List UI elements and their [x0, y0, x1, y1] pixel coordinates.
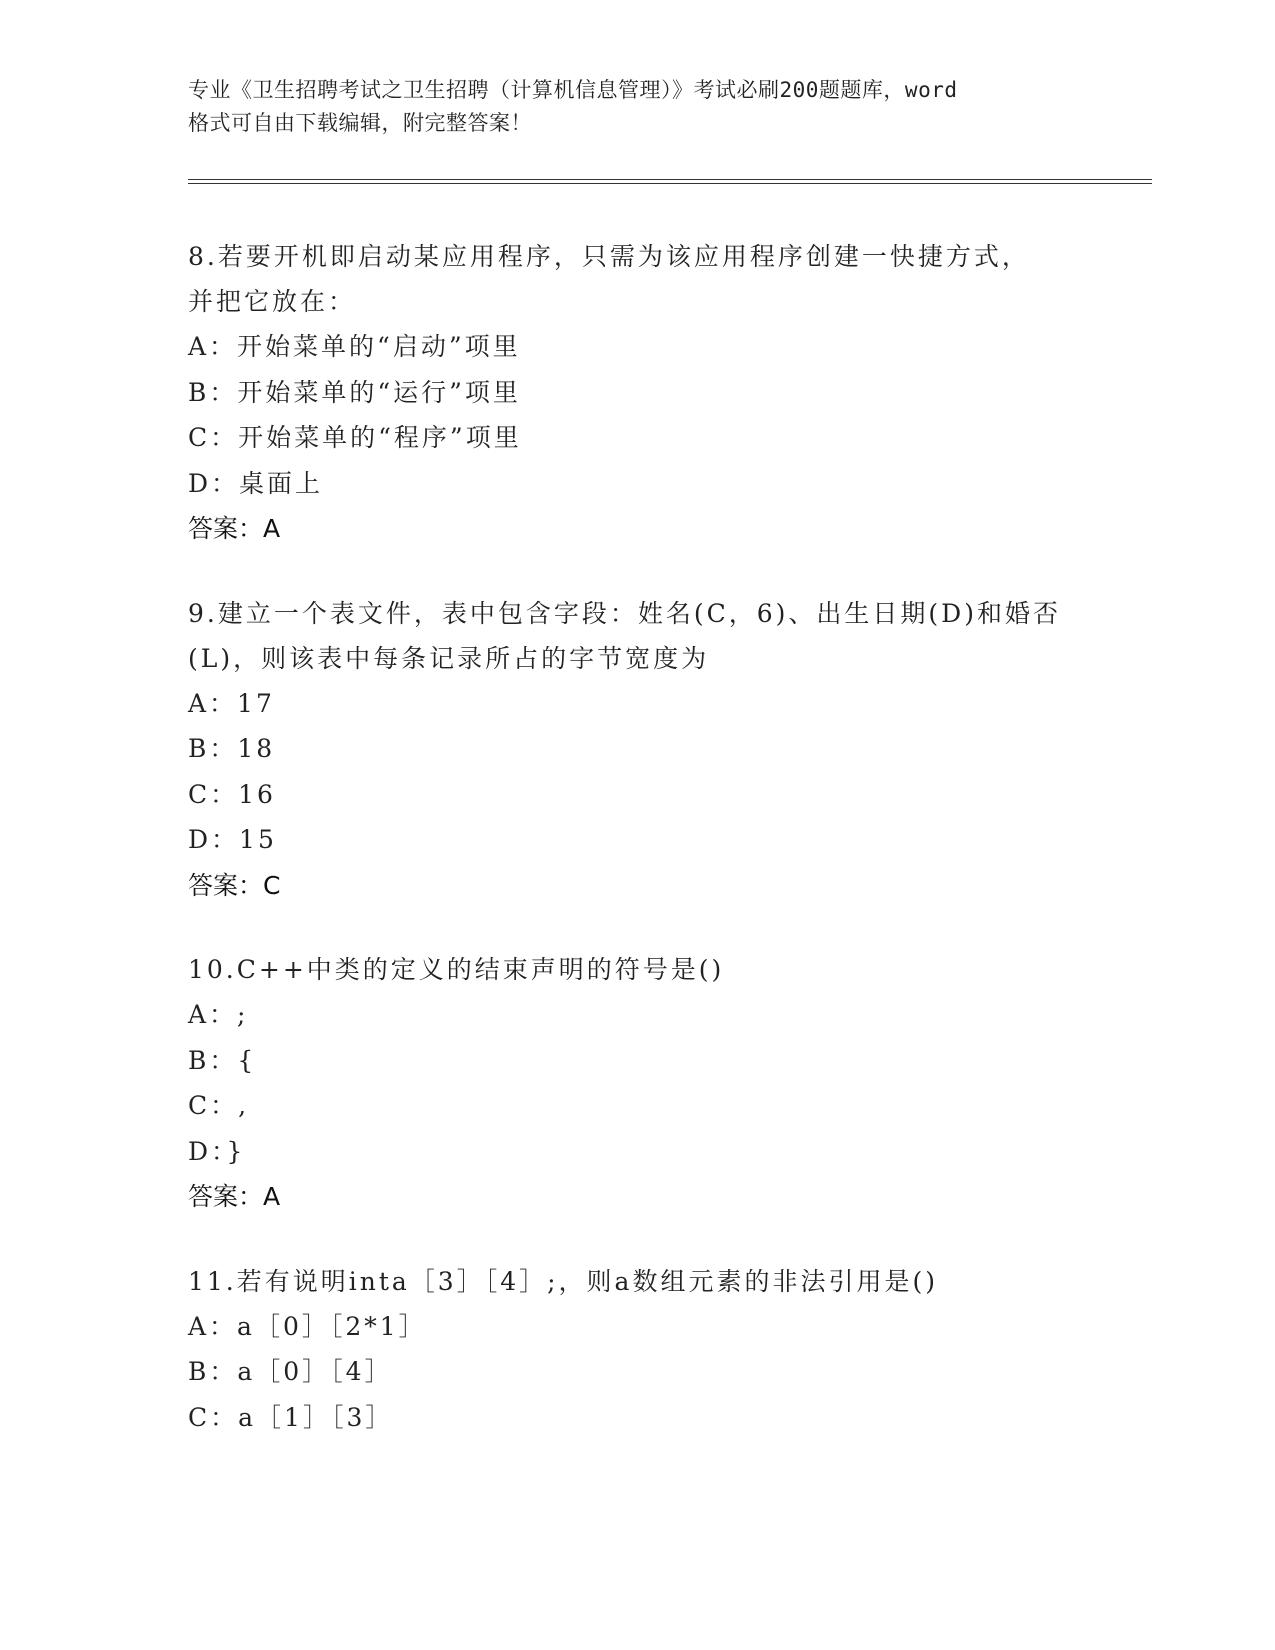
- question-11: [188, 1259, 1088, 1441]
- option-b: B：a［0］［4］: [188, 1357, 393, 1386]
- question-stem-continued: (L)，则该表中每条记录所占的字节宽度为: [188, 643, 710, 673]
- option-c: C：,: [188, 1091, 250, 1120]
- question-stem: 9.建立一个表文件，表中包含字段：姓名(C，6)、出生日期(D)和婚否: [188, 598, 1061, 628]
- answer: 答案：A: [188, 1182, 281, 1211]
- header-title-line-1: 专业《卫生招聘考试之卫生招聘（计算机信息管理）》考试必刷200题题库，word: [188, 78, 958, 102]
- option-c: C：开始菜单的“程序”项里: [188, 423, 522, 452]
- option-b: B：18: [188, 734, 276, 763]
- option-d: D：桌面上: [188, 468, 324, 498]
- option-a: A：开始菜单的“启动”项里: [188, 332, 521, 361]
- answer: 答案：A: [188, 514, 281, 543]
- option-d: D：}: [188, 1136, 246, 1166]
- question-stem: 11.若有说明inta［3］［4］;，则a数组元素的非法引用是(): [188, 1266, 938, 1296]
- question-list: [188, 234, 1088, 1479]
- document-header: [188, 74, 1088, 140]
- option-d: D：15: [188, 825, 277, 854]
- option-b: B：{: [188, 1045, 257, 1075]
- question-9: [188, 591, 1088, 909]
- header-divider-top: [188, 179, 1152, 180]
- option-c: C：16: [188, 779, 276, 809]
- header-divider-bottom: [188, 183, 1152, 184]
- option-a: A：a［0］［2*1］: [188, 1311, 427, 1341]
- question-8: [188, 234, 1088, 552]
- answer: 答案：C: [188, 870, 281, 900]
- option-c: C：a［1］［3］: [188, 1402, 394, 1432]
- option-a: A：;: [188, 1000, 249, 1029]
- question-10: [188, 947, 1088, 1220]
- option-b: B：开始菜单的“运行”项里: [188, 377, 521, 407]
- question-stem-continued: 并把它放在：: [188, 287, 357, 316]
- question-stem: 10.C++中类的定义的结束声明的符号是(): [188, 955, 725, 984]
- option-a: A：17: [188, 688, 275, 718]
- question-stem: 8.若要开机即启动某应用程序，只需为该应用程序创建一快捷方式，: [188, 242, 1030, 271]
- header-title-line-2: 格式可自由下载编辑，附完整答案！: [188, 111, 532, 135]
